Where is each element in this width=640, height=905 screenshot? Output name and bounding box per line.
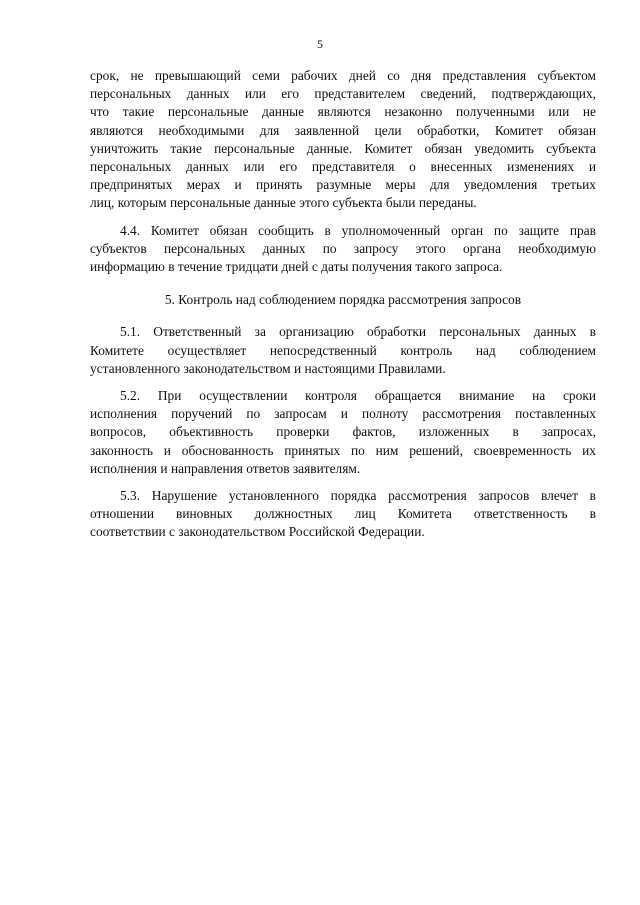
text-line: Комитете осуществляет непосредственный контроль над соблюдением xyxy=(90,342,596,358)
text-line: предпринятых мерах и принять разумные меры для уведомления третьих xyxy=(90,177,596,193)
text-line: персональных данных или его представителем сведений, подтверждающих, xyxy=(90,86,596,102)
text-line: уничтожить такие персональные данные. Комитет обязан уведомить субъекта xyxy=(90,140,596,156)
text-line: лиц, которым персональные данные этого субъекта были переданы. xyxy=(90,195,477,211)
text-line: законность и обоснованность принятых по ним решений, своевременность их xyxy=(90,442,596,458)
paragraph-5-2 xyxy=(90,387,596,478)
text-line: информацию в течение тридцати дней с даты получения такого запроса. xyxy=(90,259,503,275)
text-line: установленного законодательством и настоящими Правилами. xyxy=(90,360,446,376)
paragraph-4-4 xyxy=(90,222,596,277)
section-5-heading: 5. Контроль над соблюдением порядка рассмотрения запросов xyxy=(164,292,522,308)
page-number: 5 xyxy=(317,37,323,51)
text-line: срок, не превышающий семи рабочих дней со дня представления субъектом xyxy=(90,68,596,83)
text-line: вопросов, объективность проверки фактов, изложенных в запросах, xyxy=(90,424,596,440)
paragraph-continuation xyxy=(90,67,596,213)
text-line: 5.3. Нарушение установленного порядка рассмотрения запросов влечет в xyxy=(120,488,596,504)
text-line: 4.4. Комитет обязан сообщить в уполномоченный орган по защите прав xyxy=(120,222,596,238)
text-line: соответствии с законодательством Российской Федерации. xyxy=(90,524,425,540)
text-line: 5.2. При осуществлении контроля обращается внимание на сроки xyxy=(120,388,596,404)
text-line: что такие персональные данные являются незаконно полученными или не xyxy=(90,104,596,120)
paragraph-5-1 xyxy=(90,323,596,378)
text-line: субъектов персональных данных по запросу этого органа необходимую xyxy=(90,240,596,256)
text-line: исполнения поручений по запросам и полноту рассмотрения поставленных xyxy=(90,406,596,422)
text-line: являются необходимыми для заявленной цели обработки, Комитет обязан xyxy=(90,122,596,138)
text-line: 5.1. Ответственный за организацию обработки персональных данных в xyxy=(120,324,596,340)
text-line: персональных данных или его представителя о внесенных изменениях и xyxy=(90,159,596,175)
paragraph-5-3 xyxy=(90,487,596,542)
text-line: отношении виновных должностных лиц Комитета ответственность в xyxy=(90,506,596,522)
page-content xyxy=(90,67,596,551)
text-line: исполнения и направления ответов заявителям. xyxy=(90,460,361,476)
